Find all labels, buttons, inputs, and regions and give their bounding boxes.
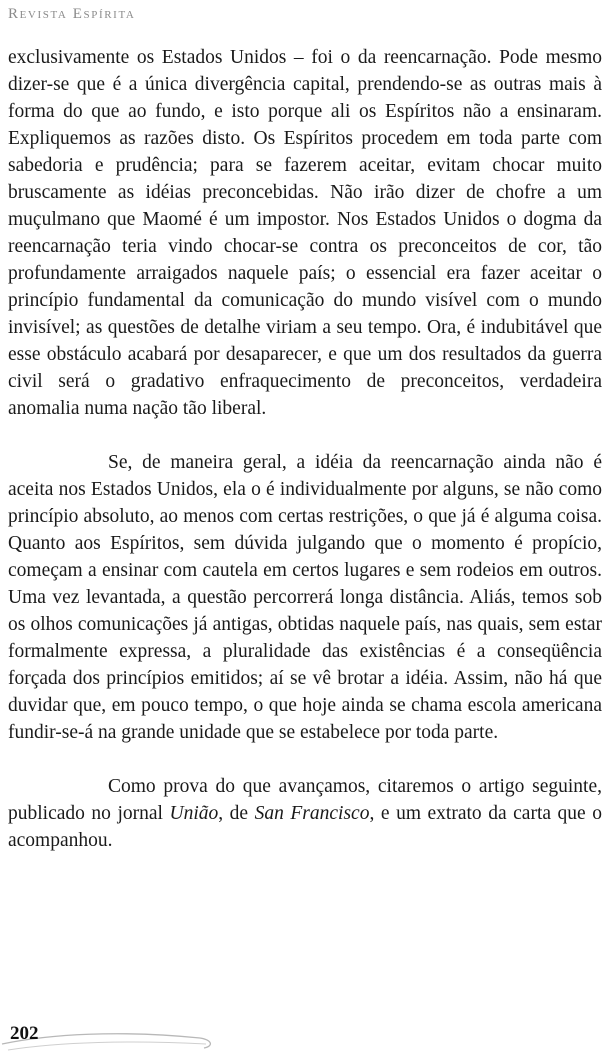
body-text bbox=[8, 44, 602, 854]
city-name: San Francisco bbox=[254, 803, 370, 824]
page-number: 202 bbox=[10, 1023, 39, 1044]
paragraph-3-text-b: , de bbox=[218, 803, 255, 824]
running-header: Revista Espírita bbox=[8, 6, 136, 22]
paragraph-3 bbox=[8, 773, 602, 854]
paragraph-3-text-a: Como prova do que avançamos, citaremos o artigo seguinte, publicado no jornal bbox=[8, 776, 602, 824]
newspaper-title: União bbox=[169, 803, 219, 824]
paragraph-2: Se, de maneira geral, a idéia da reencarnação ainda não é aceita nos Estados Unidos, ela o é individualmente por alguns, se não como princípio absoluto, ao menos com certas restrições, o que já é alguma coisa. Quanto aos Espíritos, sem dúvida julgando que o momento é propício, começam a ensinar com cautela em certos lugares e sem rodeios em outros. Uma vez levantada, a questão percorrerá longa distância. Aliás, temos sob os olhos comunicações já antigas, obtidas naquele país, nas quais, sem estar formalmente expressa, a pluralidade das existências é a conseqüência forçada dos princípios emitidos; aí se vê brotar a idéia. Assim, não há que duvidar que, em pouco tempo, o que hoje ainda se chama escola americana fundir-se-á na grande unidade que se estabelece por toda parte. bbox=[8, 452, 602, 743]
paragraph-1: exclusivamente os Estados Unidos – foi o da reencarnação. Pode mesmo dizer-se que é a única divergência capital, prendendo-se as outras mais à forma do que ao fundo, e isto porque ali os Espíritos não a ensinaram. Expliquemos as razões disto. Os Espíritos procedem em toda parte com sabedoria e prudência; para se fazerem aceitar, evitam chocar muito bruscamente as idéias preconcebidas. Não irão dizer de chofre a um muçulmano que Maomé é um impostor. Nos Estados Unidos o dogma da reencarnação teria vindo chocar-se contra os preconceitos de cor, tão profundamente arraigados naquele país; o essencial era fazer aceitar o princípio fundamental da comunicação do mundo visível com o mundo invisível; as questões de detalhe viriam a seu tempo. Ora, é indubitável que esse obstáculo acabará por desaparecer, e que um dos resultados da guerra civil será o gradativo enfraquecimento de preconceitos, verdadeira anomalia numa nação tão liberal. bbox=[8, 47, 602, 419]
paragraph-3-text-c: , e um extrato da carta que o acompanhou. bbox=[8, 803, 602, 851]
